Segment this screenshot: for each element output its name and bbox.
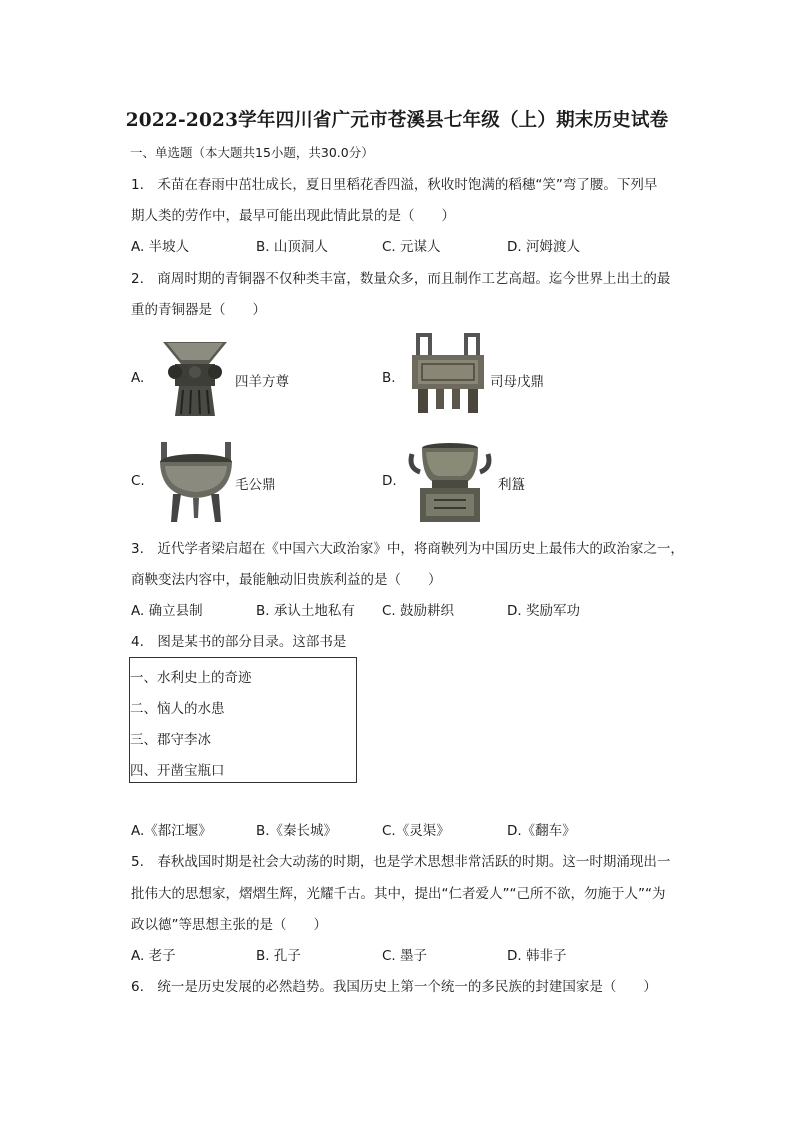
page-title: 2022-2023学年四川省广元市苍溪县七年级（上）期末历史试卷	[125, 110, 669, 131]
q6-stem-line1: 6. 统一是历史发展的必然趋势。我国历史上第一个统一的多民族的封建国家是（ ）	[131, 979, 657, 995]
q1-stem-line2: 期人类的劳作中，最早可能出现此情此景的是（ ）	[131, 208, 455, 224]
q4-option-c[interactable]: C.《灵渠》	[382, 823, 450, 839]
toc-item: 二、恼人的水患	[130, 701, 225, 717]
q5-stem-line2: 批伟大的思想家，熠熠生辉，光耀千古。其中，提出“仁者爱人”“己所不欲，勿施于人”“为	[131, 886, 666, 902]
q2-option-b-letter: B.	[382, 370, 396, 386]
toc-item: 一、水利史上的奇迹	[130, 670, 252, 686]
q5-option-b[interactable]: B. 孔子	[256, 948, 301, 964]
q1-stem-line1: 1. 禾苗在春雨中茁壮成长，夏日里稻花香四溢，秋收时饱满的稻穗“笑”弯了腰。下列早	[131, 177, 658, 193]
q2-option-b-caption: 司母戊鼎	[490, 374, 544, 390]
q2-option-c-letter: C.	[131, 473, 145, 489]
q1-option-c[interactable]: C. 元谋人	[382, 239, 441, 255]
q2-option-d-caption: 利簋	[498, 477, 525, 493]
q4-stem-line1: 4. 图是某书的部分目录。这部书是	[131, 634, 347, 650]
toc-item: 三、郡守李冰	[130, 732, 211, 748]
q3-option-d[interactable]: D. 奖励军功	[507, 603, 580, 619]
q2-option-a-caption: 四羊方尊	[235, 374, 289, 390]
q2-option-a-letter: A.	[131, 370, 145, 386]
q1-option-a[interactable]: A. 半坡人	[131, 239, 190, 255]
bronze-gui-icon	[408, 442, 492, 524]
bronze-zun-icon	[157, 338, 233, 418]
q4-option-a[interactable]: A.《都江堰》	[131, 823, 212, 839]
q3-option-a[interactable]: A. 确立县制	[131, 603, 203, 619]
q2-option-c-caption: 毛公鼎	[235, 477, 276, 493]
q1-option-d[interactable]: D. 河姆渡人	[507, 239, 580, 255]
q5-stem-line1: 5. 春秋战国时期是社会大动荡的时期，也是学术思想非常活跃的时期。这一时期涌现出一	[131, 854, 671, 870]
q3-stem-line1: 3. 近代学者梁启超在《中国六大政治家》中，将商鞅列为中国历史上最伟大的政治家之一，	[131, 541, 684, 557]
q4-option-b[interactable]: B.《秦长城》	[256, 823, 338, 839]
table-of-contents-box	[129, 657, 357, 783]
q1-option-b[interactable]: B. 山顶洞人	[256, 239, 328, 255]
q3-option-b[interactable]: B. 承认土地私有	[256, 603, 355, 619]
bronze-round-ding-icon	[153, 438, 239, 524]
q5-option-a[interactable]: A. 老子	[131, 948, 176, 964]
q2-stem-line1: 2. 商周时期的青铜器不仅种类丰富，数量众多，而且制作工艺高超。迄今世界上出土的最	[131, 271, 671, 287]
section-heading: 一、单选题（本大题共15小题，共30.0分）	[130, 145, 374, 160]
q3-option-c[interactable]: C. 鼓励耕织	[382, 603, 455, 619]
q5-stem-line3: 政以德”等思想主张的是（ ）	[131, 917, 327, 933]
toc-item: 四、开凿宝瓶口	[130, 763, 225, 779]
q5-option-d[interactable]: D. 韩非子	[507, 948, 567, 964]
bronze-square-ding-icon	[408, 333, 488, 415]
q2-option-d-letter: D.	[382, 473, 397, 489]
q2-stem-line2: 重的青铜器是（ ）	[131, 302, 266, 318]
q5-option-c[interactable]: C. 墨子	[382, 948, 428, 964]
q4-option-d[interactable]: D.《翻车》	[507, 823, 576, 839]
q3-stem-line2: 商鞅变法内容中，最能触动旧贵族利益的是（ ）	[131, 572, 442, 588]
